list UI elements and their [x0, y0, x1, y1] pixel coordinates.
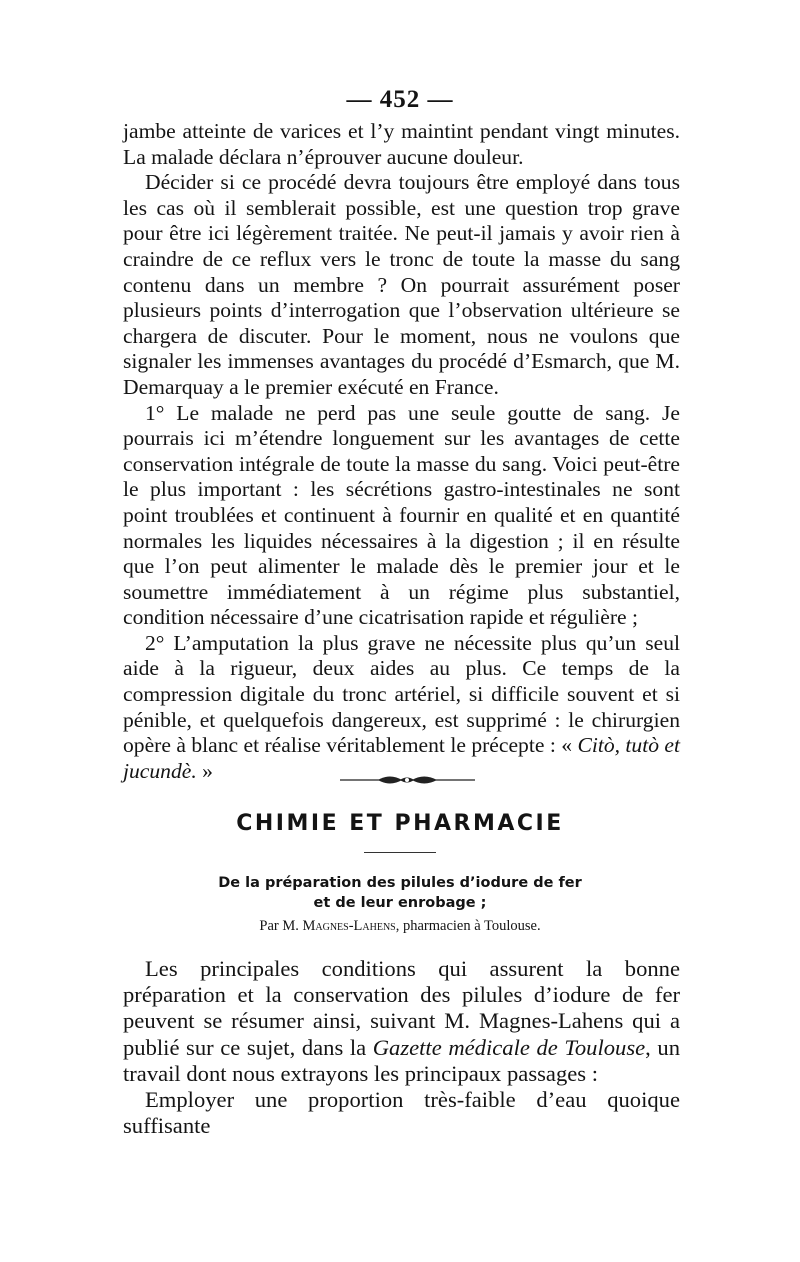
point-2-text: 2° L’amputation la plus grave ne nécessite plus qu’un seul aide à la rigueur, deux aides au plus. Ce temps de la compression digitale du tronc artériel, si difficile souvent et si pénible, et quelquefois dangereux, est supprimé : le chirurgien opère à blanc et réalise véritablement le précepte : « — [123, 630, 680, 758]
intro-text: Les principales conditions qui assurent la bonne préparation et la conservation des pilules d’iodure de fer peuvent se résumer ainsi, suivant M. Magnes-Lahens qui a publié sur ce sujet, dans la — [123, 956, 680, 1060]
byline-prefix: Par M. — [259, 918, 303, 934]
quote-close: » — [196, 758, 213, 783]
paragraph-employer: Employer une proportion très-faible d’eau quoique suffisante — [123, 1087, 680, 1139]
journal-name: Gazette médicale de Toulouse — [372, 1034, 646, 1060]
section-title: CHIMIE ET PHARMACIE — [236, 811, 564, 836]
latin-quote: Citò, tutò et jucundè. — [123, 733, 681, 783]
paragraph-esmarch: Décider si ce procédé devra toujours être employé dans tous les cas où il semblerait possible, est une question trop grave pour être ici légèrement traitée. Ne peut-il jamais y avoir rien à craindre de ce reflux vers le tronc de toute la masse du sang contenu dans un membre ? On pourrait assurément poser plusieurs points d’interrogation que l’observation ultérieure se chargera de discuter. Pour le moment, nous ne voulons que signaler les immenses avantages du procédé d’Esmarch, que M. Demarquay a le premier exécuté en France. — [123, 170, 680, 399]
upper-text-block — [123, 119, 680, 784]
title-rule — [364, 852, 436, 853]
ornament-divider — [340, 772, 475, 788]
intro-text-end: , un travail dont nous extrayons les principaux passages : — [123, 1034, 680, 1086]
article-title-line-2: et de leur enrobage ; — [313, 895, 487, 911]
byline — [0, 918, 800, 935]
byline-author: Magnes-Lahens — [302, 918, 396, 934]
page-number: — 452 — — [346, 86, 454, 113]
article-title-line-1: De la préparation des pilules d’iodure de fer — [218, 875, 582, 891]
paragraph-point-1: 1° Le malade ne perd pas une seule goutte de sang. Je pourrais ici m’étendre longuement sur les avantages de cette conservation intégrale de toute la masse du sang. Voici peut-être le plus important : les sécrétions gastro-intestinales ne sont point troublées et continuent à fournir en qualité et en quantité normales les liquides nécessaires à la digestion ; il en résulte que l’on peut alimenter le malade dès le premier jour et le soumettre immédiatement à un régime plus substantiel, condition nécessaire d’une cicatrisation rapide et régulière ; — [123, 400, 680, 630]
lower-text-block — [123, 956, 680, 1139]
byline-suffix: , pharmacien à Toulouse. — [395, 918, 541, 934]
paragraph-point-2 — [123, 631, 680, 785]
article-title — [0, 873, 800, 913]
paragraph-intro — [123, 956, 680, 1087]
paragraph-continuation: jambe atteinte de varices et l’y maintint pendant vingt minutes. La malade déclara n’éprouver aucune douleur. — [123, 119, 680, 169]
